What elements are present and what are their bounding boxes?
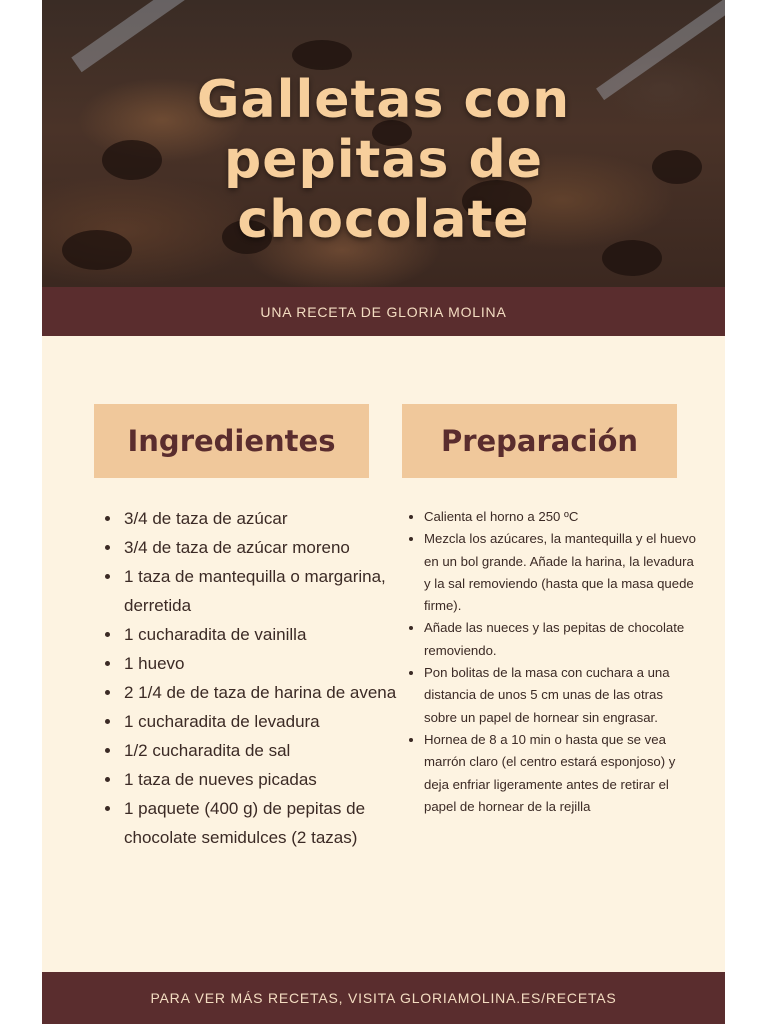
ingredient-item: • 3/4 de taza de azúcar xyxy=(122,504,412,533)
ingredient-item: • 1 paquete (400 g) de pepitas de chocolate semidulces (2 tazas) xyxy=(122,794,412,852)
title-line: Galletas con xyxy=(196,70,571,130)
ingredients-heading-text: Ingredientes xyxy=(127,424,336,458)
footer-text: PARA VER MÁS RECETAS, VISITA GLORIAMOLINA.ES/RECETAS xyxy=(150,990,617,1006)
ingredient-item: • 1 taza de nueves picadas xyxy=(122,765,412,794)
ingredient-item: • 3/4 de taza de azúcar moreno xyxy=(122,533,412,562)
ingredients-list xyxy=(104,504,412,852)
recipe-card xyxy=(42,0,725,1024)
ingredient-item: • 1 cucharadita de vainilla xyxy=(122,620,412,649)
byline-band xyxy=(42,287,725,336)
preparation-heading-text: Preparación xyxy=(440,424,639,458)
ingredient-item: • 1 huevo xyxy=(122,649,412,678)
ingredient-item: • 1/2 cucharadita de sal xyxy=(122,736,412,765)
footer-band xyxy=(42,972,725,1024)
preparation-step: • Añade las nueces y las pepitas de chocolate removiendo. xyxy=(424,617,696,662)
title-line: chocolate xyxy=(237,190,530,250)
recipe-title xyxy=(42,70,725,250)
ingredient-item: • 2 1/4 de de taza de harina de avena xyxy=(122,678,412,707)
hero-cookie-photo xyxy=(42,0,725,287)
byline-text: UNA RECETA DE GLORIA MOLINA xyxy=(260,303,507,320)
preparation-steps xyxy=(408,506,696,818)
preparation-step: • Calienta el horno a 250 ºC xyxy=(424,506,696,528)
preparation-step: • Mezcla los azúcares, la mantequilla y el huevo en un bol grande. Añade la harina, la levadura y la sal removiendo (hasta que la masa quede firme). xyxy=(424,528,696,617)
preparation-heading xyxy=(402,404,677,478)
ingredient-item: • 1 taza de mantequilla o margarina, derretida xyxy=(122,562,412,620)
ingredients-heading xyxy=(94,404,369,478)
ingredient-item: • 1 cucharadita de levadura xyxy=(122,707,412,736)
preparation-step: • Pon bolitas de la masa con cuchara a una distancia de unos 5 cm unas de las otras sobre un papel de hornear sin engrasar. xyxy=(424,662,696,729)
title-line: pepitas de xyxy=(223,130,544,190)
background-light-streak xyxy=(71,0,212,72)
preparation-step: • Hornea de 8 a 10 min o hasta que se vea marrón claro (el centro estará esponjoso) y deja enfriar ligeramente antes de retirar el papel de hornear de la rejilla xyxy=(424,729,696,818)
